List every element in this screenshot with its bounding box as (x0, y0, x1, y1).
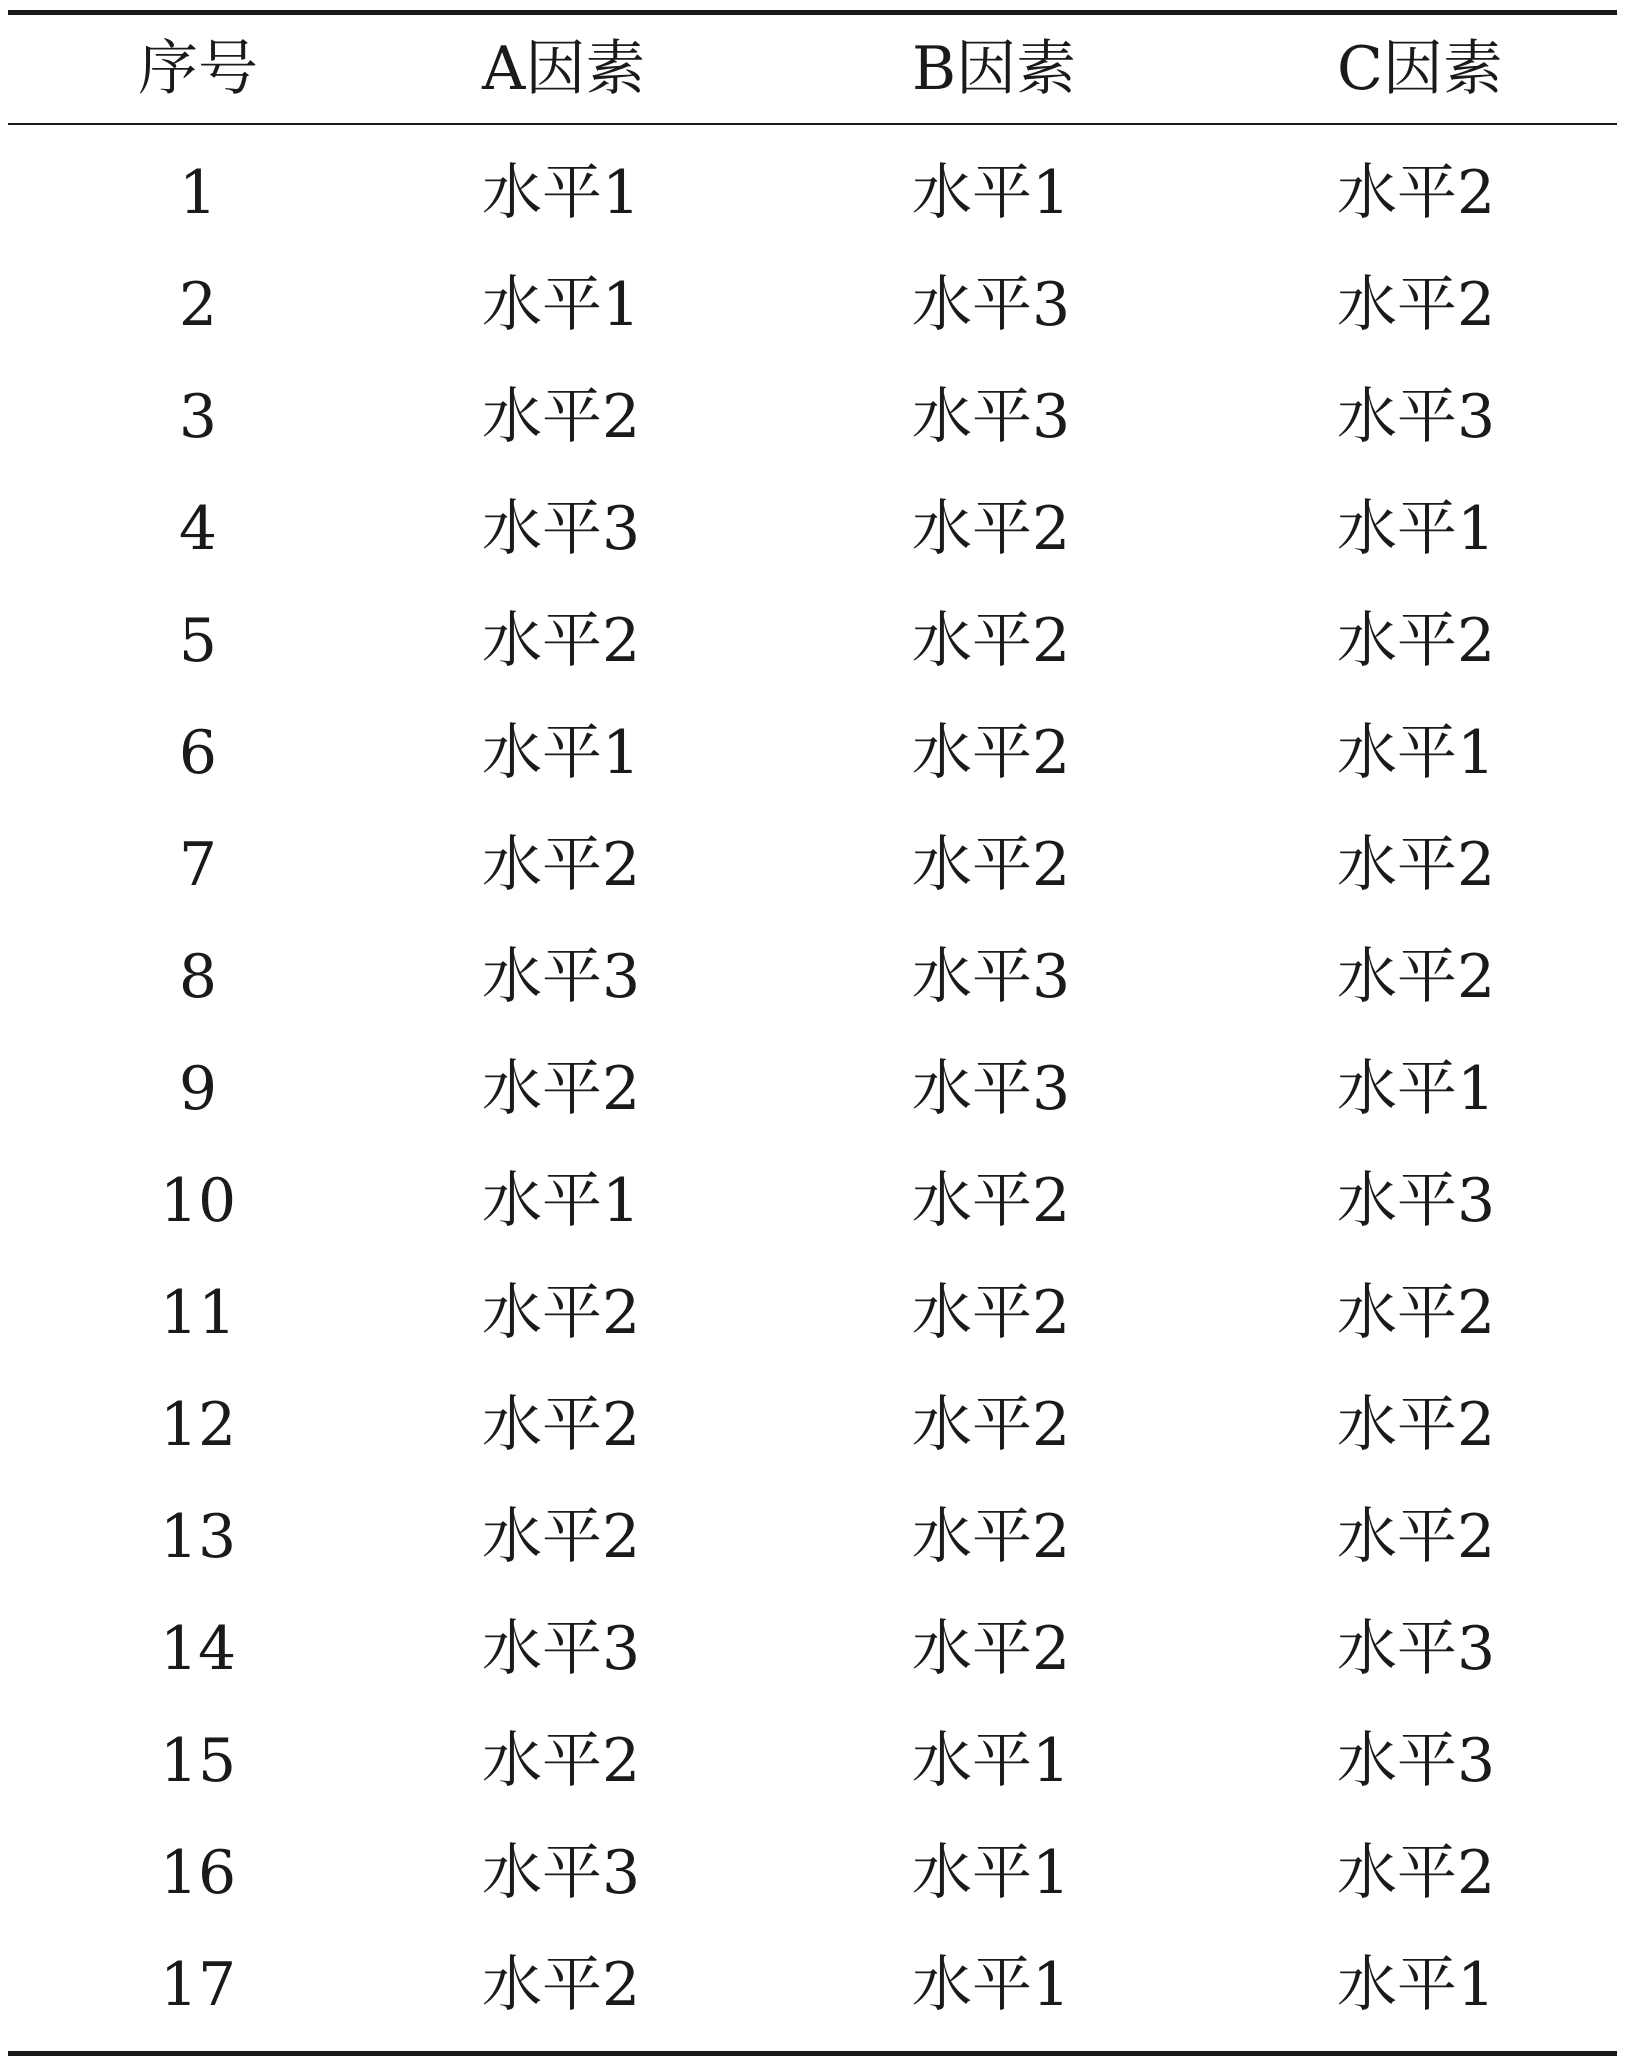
cell-factor-a: 水平2 (482, 1502, 641, 1572)
table-row (8, 1033, 1617, 1145)
cell-index: 7 (178, 830, 218, 900)
cell-factor-c: 水平3 (1337, 1614, 1496, 1684)
cell-factor-a: 水平2 (482, 382, 641, 452)
cell-factor-b: 水平2 (912, 1614, 1071, 1684)
cell-index: 2 (178, 270, 218, 340)
cell-factor-b: 水平3 (912, 942, 1071, 1012)
cell-index: 17 (159, 1950, 237, 2020)
cell-factor-c: 水平3 (1337, 1166, 1496, 1236)
table-row (8, 1257, 1617, 1369)
table-body (8, 125, 1617, 2041)
header-cell-factor-b: B因素 (912, 34, 1077, 104)
cell-factor-b: 水平2 (912, 718, 1071, 788)
cell-factor-a: 水平2 (482, 1726, 641, 1796)
cell-index: 9 (178, 1054, 218, 1124)
table-row (8, 1593, 1617, 1705)
table-row (8, 137, 1617, 249)
header-cell-index: 序号 (138, 34, 258, 104)
cell-index: 4 (178, 494, 218, 564)
table-row (8, 361, 1617, 473)
cell-index: 15 (159, 1726, 237, 1796)
table-row (8, 809, 1617, 921)
cell-factor-a: 水平3 (482, 942, 641, 1012)
cell-factor-b: 水平2 (912, 1278, 1071, 1348)
header-cell-factor-a: A因素 (482, 34, 646, 104)
cell-factor-a: 水平2 (482, 1278, 641, 1348)
table-bottom-rule (8, 2051, 1617, 2056)
table-row (8, 585, 1617, 697)
cell-factor-b: 水平3 (912, 270, 1071, 340)
cell-index: 1 (178, 158, 218, 228)
cell-factor-b: 水平2 (912, 1166, 1071, 1236)
cell-factor-c: 水平1 (1337, 1054, 1496, 1124)
cell-factor-c: 水平2 (1337, 1390, 1496, 1460)
cell-index: 5 (178, 606, 218, 676)
orthogonal-design-table (8, 10, 1617, 2056)
cell-index: 13 (159, 1502, 237, 1572)
cell-factor-c: 水平1 (1337, 1950, 1496, 2020)
cell-factor-c: 水平2 (1337, 830, 1496, 900)
cell-index: 12 (159, 1390, 237, 1460)
cell-factor-a: 水平2 (482, 606, 641, 676)
table-row (8, 1145, 1617, 1257)
cell-index: 10 (159, 1166, 237, 1236)
cell-factor-a: 水平1 (482, 718, 641, 788)
table-row (8, 1481, 1617, 1593)
cell-factor-a: 水平2 (482, 1054, 641, 1124)
cell-index: 14 (159, 1614, 237, 1684)
cell-factor-c: 水平2 (1337, 1502, 1496, 1572)
cell-factor-a: 水平3 (482, 1838, 641, 1908)
cell-factor-c: 水平2 (1337, 1838, 1496, 1908)
cell-factor-b: 水平2 (912, 494, 1071, 564)
cell-factor-a: 水平2 (482, 1390, 641, 1460)
cell-factor-c: 水平1 (1337, 718, 1496, 788)
cell-index: 11 (159, 1278, 237, 1348)
cell-factor-b: 水平1 (912, 1950, 1071, 2020)
cell-factor-c: 水平1 (1337, 494, 1496, 564)
cell-factor-b: 水平2 (912, 1502, 1071, 1572)
cell-factor-b: 水平3 (912, 1054, 1071, 1124)
cell-factor-c: 水平2 (1337, 942, 1496, 1012)
cell-factor-b: 水平1 (912, 158, 1071, 228)
cell-factor-a: 水平1 (482, 158, 641, 228)
cell-factor-b: 水平2 (912, 606, 1071, 676)
cell-factor-a: 水平2 (482, 830, 641, 900)
cell-factor-c: 水平2 (1337, 1278, 1496, 1348)
table-row (8, 1929, 1617, 2041)
cell-factor-a: 水平1 (482, 270, 641, 340)
cell-factor-b: 水平2 (912, 1390, 1071, 1460)
cell-factor-b: 水平1 (912, 1726, 1071, 1796)
cell-factor-b: 水平2 (912, 830, 1071, 900)
cell-index: 16 (159, 1838, 237, 1908)
cell-factor-c: 水平2 (1337, 270, 1496, 340)
cell-factor-c: 水平2 (1337, 158, 1496, 228)
cell-index: 3 (178, 382, 218, 452)
table-row (8, 1705, 1617, 1817)
cell-factor-a: 水平3 (482, 1614, 641, 1684)
cell-factor-a: 水平3 (482, 494, 641, 564)
cell-index: 6 (178, 718, 218, 788)
cell-factor-a: 水平1 (482, 1166, 641, 1236)
cell-factor-b: 水平3 (912, 382, 1071, 452)
cell-factor-c: 水平2 (1337, 606, 1496, 676)
table-header-row (8, 15, 1617, 123)
cell-factor-a: 水平2 (482, 1950, 641, 2020)
table-row (8, 1817, 1617, 1929)
table-row (8, 697, 1617, 809)
table-row (8, 921, 1617, 1033)
cell-index: 8 (178, 942, 218, 1012)
cell-factor-c: 水平3 (1337, 382, 1496, 452)
table-row (8, 249, 1617, 361)
header-cell-factor-c: C因素 (1337, 34, 1503, 104)
table-row (8, 473, 1617, 585)
cell-factor-b: 水平1 (912, 1838, 1071, 1908)
table-row (8, 1369, 1617, 1481)
cell-factor-c: 水平3 (1337, 1726, 1496, 1796)
